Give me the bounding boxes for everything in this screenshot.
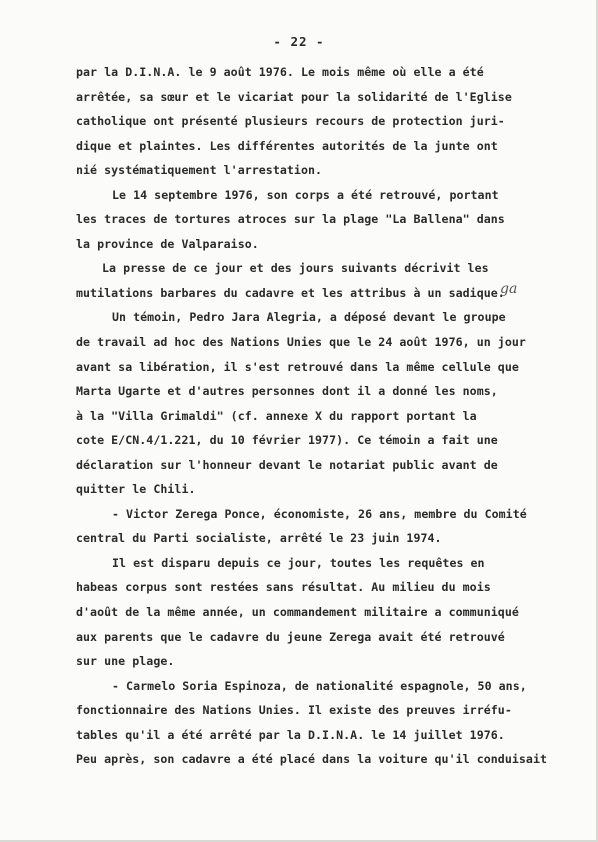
text-line: par la D.I.N.A. le 9 août 1976. Le mois même où elle a été (76, 65, 484, 79)
text-line: les traces de tortures atroces sur la plage "La Ballena" dans (76, 212, 505, 227)
text-line: fonctionnaire des Nations Unies. Il existe des preuves irréfu- (76, 703, 512, 718)
text-line: Marta Ugarte et d'autres personnes dont il a donné les noms, (76, 384, 498, 399)
text-line: sur une plage. (76, 654, 175, 669)
text-line: catholique ont présenté plusieurs recours de protection juri- (76, 114, 505, 129)
text-line: Il est disparu depuis ce jour, toutes les requêtes en (112, 555, 485, 570)
text-line: Le 14 septembre 1976, son corps a été retrouvé, portant (112, 187, 499, 202)
text-line: Un témoin, Pedro Jara Alegria, a déposé devant le groupe (112, 310, 506, 325)
page-number: - 22 - (273, 34, 325, 49)
text-line: arrêtée, sa sœur et le vicariat pour la solidarité de l'Eglise (76, 89, 512, 104)
text-line: - Carmelo Soria Espinoza, de nationalité espagnole, 50 ans, (112, 678, 527, 693)
text-line: aux parents que le cadavre du jeune Zerega avait été retrouvé (76, 629, 505, 644)
text-line: tables qu'il a été arrêté par la D.I.N.A. le 14 juillet 1976. (76, 727, 505, 742)
text-line: dique et plaintes. Les différentes autorités de la junte ont (76, 138, 498, 153)
text-line: mutilations barbares du cadavre et les attribus à un sadique. (76, 285, 505, 300)
body-text (76, 60, 576, 772)
text-line: la province de Valparaiso. (76, 236, 259, 251)
text-line: La presse de ce jour et des jours suivants décrivit les (102, 261, 489, 276)
text-line: d'août de la même année, un commandement militaire a communiqué (76, 605, 519, 620)
text-line: Peu après, son cadavre a été placé dans la voiture qu'il conduisait (76, 752, 548, 767)
text-line: central du Parti socialiste, arrêté le 23 juin 1974. (76, 531, 442, 546)
text-line: à la "Villa Grimaldi" (cf. annexe X du rapport portant la (76, 408, 477, 423)
text-line: déclaration sur l'honneur devant le notariat public avant de (76, 457, 498, 472)
handwritten-note: ga (500, 281, 518, 297)
text-line: cote E/CN.4/1.221, du 10 février 1977). Ce témoin a fait une (76, 433, 498, 448)
text-line: habeas corpus sont restées sans résultat. Au milieu du mois (76, 580, 491, 595)
text-line: nié systématiquement l'arrestation. (76, 163, 323, 178)
text-line: quitter le Chili. (76, 482, 196, 497)
text-line: avant sa libération, il s'est retrouvé dans la même cellule que (76, 359, 519, 374)
text-line: de travail ad hoc des Nations Unies que le 24 août 1976, un jour (76, 335, 526, 350)
text-line: - Victor Zerega Ponce, économiste, 26 ans, membre du Comité (112, 506, 527, 521)
